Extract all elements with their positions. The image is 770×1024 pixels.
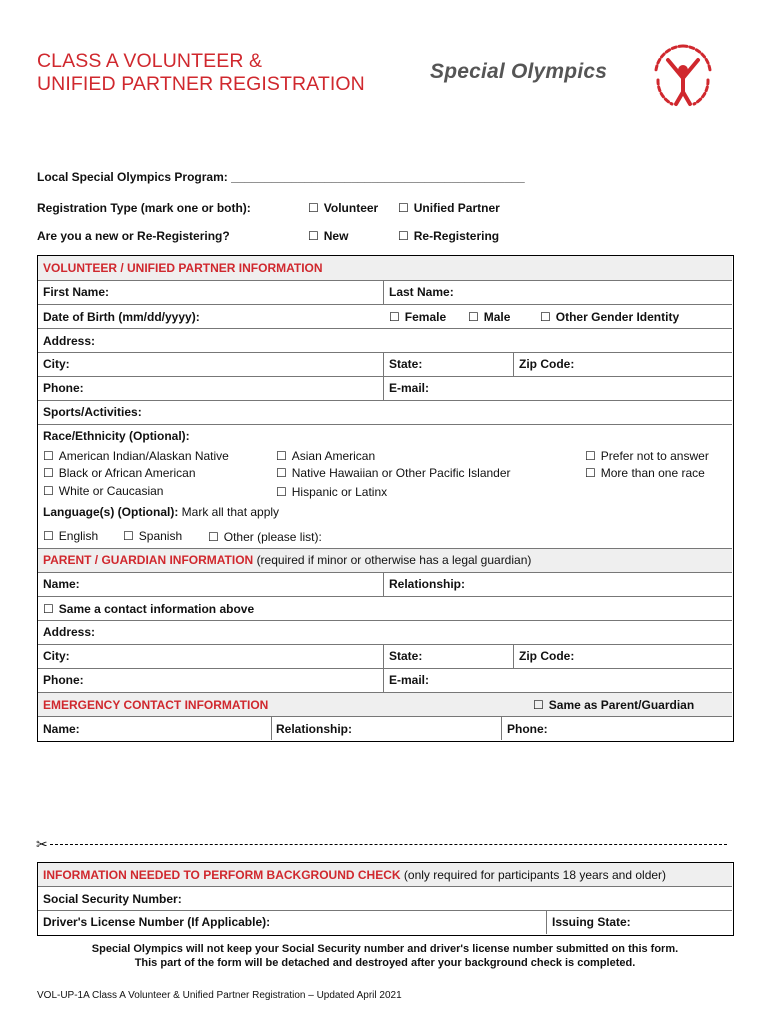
- race-asian-checkbox[interactable]: ☐ Asian American: [276, 449, 375, 463]
- emergency-section-heading: EMERGENCY CONTACT INFORMATION: [43, 698, 269, 712]
- volunteer-section-heading: VOLUNTEER / UNIFIED PARTNER INFORMATION: [43, 261, 323, 275]
- guardian-phone-field[interactable]: Phone:: [43, 673, 84, 687]
- background-section-heading: INFORMATION NEEDED TO PERFORM BACKGROUND CHECK (only required for participants 18 years and older): [43, 868, 667, 882]
- guardian-state-field[interactable]: State:: [389, 649, 423, 663]
- same-as-guardian-checkbox[interactable]: ☐ Same as Parent/Guardian: [533, 698, 694, 712]
- guardian-section-heading: PARENT / GUARDIAN INFORMATION (required if minor or otherwise has a legal guardian): [43, 553, 532, 567]
- guardian-relationship-field[interactable]: Relationship:: [389, 577, 466, 591]
- volunteer-checkbox[interactable]: ☐ Volunteer: [308, 201, 378, 215]
- english-checkbox[interactable]: ☐ English: [43, 529, 98, 543]
- issuing-state-field[interactable]: Issuing State:: [552, 915, 631, 929]
- scissors-icon: ✂: [36, 836, 48, 852]
- reg-type-label: Registration Type (mark one or both):: [37, 201, 251, 215]
- guardian-zip-field[interactable]: Zip Code:: [519, 649, 575, 663]
- same-contact-checkbox[interactable]: ☐ Same a contact information above: [43, 602, 254, 616]
- guardian-address-field[interactable]: Address:: [43, 625, 96, 639]
- guardian-email-field[interactable]: E-mail:: [389, 673, 430, 687]
- footer-text: VOL-UP-1A Class A Volunteer & Unified Partner Registration – Updated April 2021: [37, 990, 402, 1001]
- other-gender-checkbox[interactable]: ☐ Other Gender Identity: [540, 310, 679, 324]
- race-hawaiian-checkbox[interactable]: ☐ Native Hawaiian or Other Pacific Islander: [276, 466, 511, 480]
- emergency-name-field[interactable]: Name:: [43, 722, 80, 736]
- race-more-than-one-checkbox[interactable]: ☐ More than one race: [585, 466, 705, 480]
- unified-partner-checkbox[interactable]: ☐ Unified Partner: [398, 201, 500, 215]
- race-black-checkbox[interactable]: ☐ Black or African American: [43, 466, 196, 480]
- emergency-relationship-field[interactable]: Relationship:: [276, 722, 353, 736]
- notice-line-1: Special Olympics will not keep your Social Security number and driver's license number submitted on this form.: [91, 943, 679, 955]
- race-prefer-not-checkbox[interactable]: ☐ Prefer not to answer: [585, 449, 709, 463]
- program-input-line[interactable]: ____________________________________________: [231, 170, 525, 184]
- address-field[interactable]: Address:: [43, 334, 96, 348]
- form-title: [37, 50, 365, 96]
- city-field[interactable]: City:: [43, 357, 70, 371]
- first-name-field[interactable]: First Name:: [43, 285, 110, 299]
- male-checkbox[interactable]: ☐ Male: [468, 310, 510, 324]
- state-field[interactable]: State:: [389, 357, 423, 371]
- title-line-2: UNIFIED PARTNER REGISTRATION: [37, 73, 365, 95]
- other-language-checkbox[interactable]: ☐ Other (please list):: [208, 530, 322, 544]
- emergency-phone-field[interactable]: Phone:: [507, 722, 548, 736]
- race-white-checkbox[interactable]: ☐ White or Caucasian: [43, 484, 163, 498]
- dob-field[interactable]: Date of Birth (mm/dd/yyyy):: [43, 310, 200, 324]
- special-olympics-logo-icon: [650, 40, 716, 112]
- email-field[interactable]: E-mail:: [389, 381, 430, 395]
- race-ethnicity-label: Race/Ethnicity (Optional):: [43, 429, 190, 443]
- last-name-field[interactable]: Last Name:: [389, 285, 454, 299]
- guardian-name-field[interactable]: Name:: [43, 577, 80, 591]
- guardian-city-field[interactable]: City:: [43, 649, 70, 663]
- language-label: Language(s) (Optional): Mark all that apply: [43, 505, 280, 519]
- new-checkbox[interactable]: ☐ New: [308, 229, 348, 243]
- spanish-checkbox[interactable]: ☐ Spanish: [123, 529, 182, 543]
- new-or-rereg-label: Are you a new or Re-Registering?: [37, 229, 230, 243]
- female-checkbox[interactable]: ☐ Female: [389, 310, 446, 324]
- race-hispanic-checkbox[interactable]: ☐ Hispanic or Latinx: [276, 485, 387, 499]
- notice-line-2: This part of the form will be detached and destroyed after your background check is completed.: [134, 957, 636, 969]
- zip-field[interactable]: Zip Code:: [519, 357, 575, 371]
- race-american-indian-checkbox[interactable]: ☐ American Indian/Alaskan Native: [43, 449, 229, 463]
- logo-text: Special Olympics: [430, 60, 608, 83]
- sports-activities-field[interactable]: Sports/Activities:: [43, 405, 142, 419]
- ssn-field[interactable]: Social Security Number:: [43, 892, 182, 906]
- phone-field[interactable]: Phone:: [43, 381, 84, 395]
- program-label: Local Special Olympics Program: ____________________________________________: [37, 170, 525, 184]
- drivers-license-field[interactable]: Driver's License Number (If Applicable):: [43, 915, 271, 929]
- re-registering-checkbox[interactable]: ☐ Re-Registering: [398, 229, 499, 243]
- title-line-1: CLASS A VOLUNTEER &: [37, 50, 263, 72]
- cut-line: [50, 844, 727, 845]
